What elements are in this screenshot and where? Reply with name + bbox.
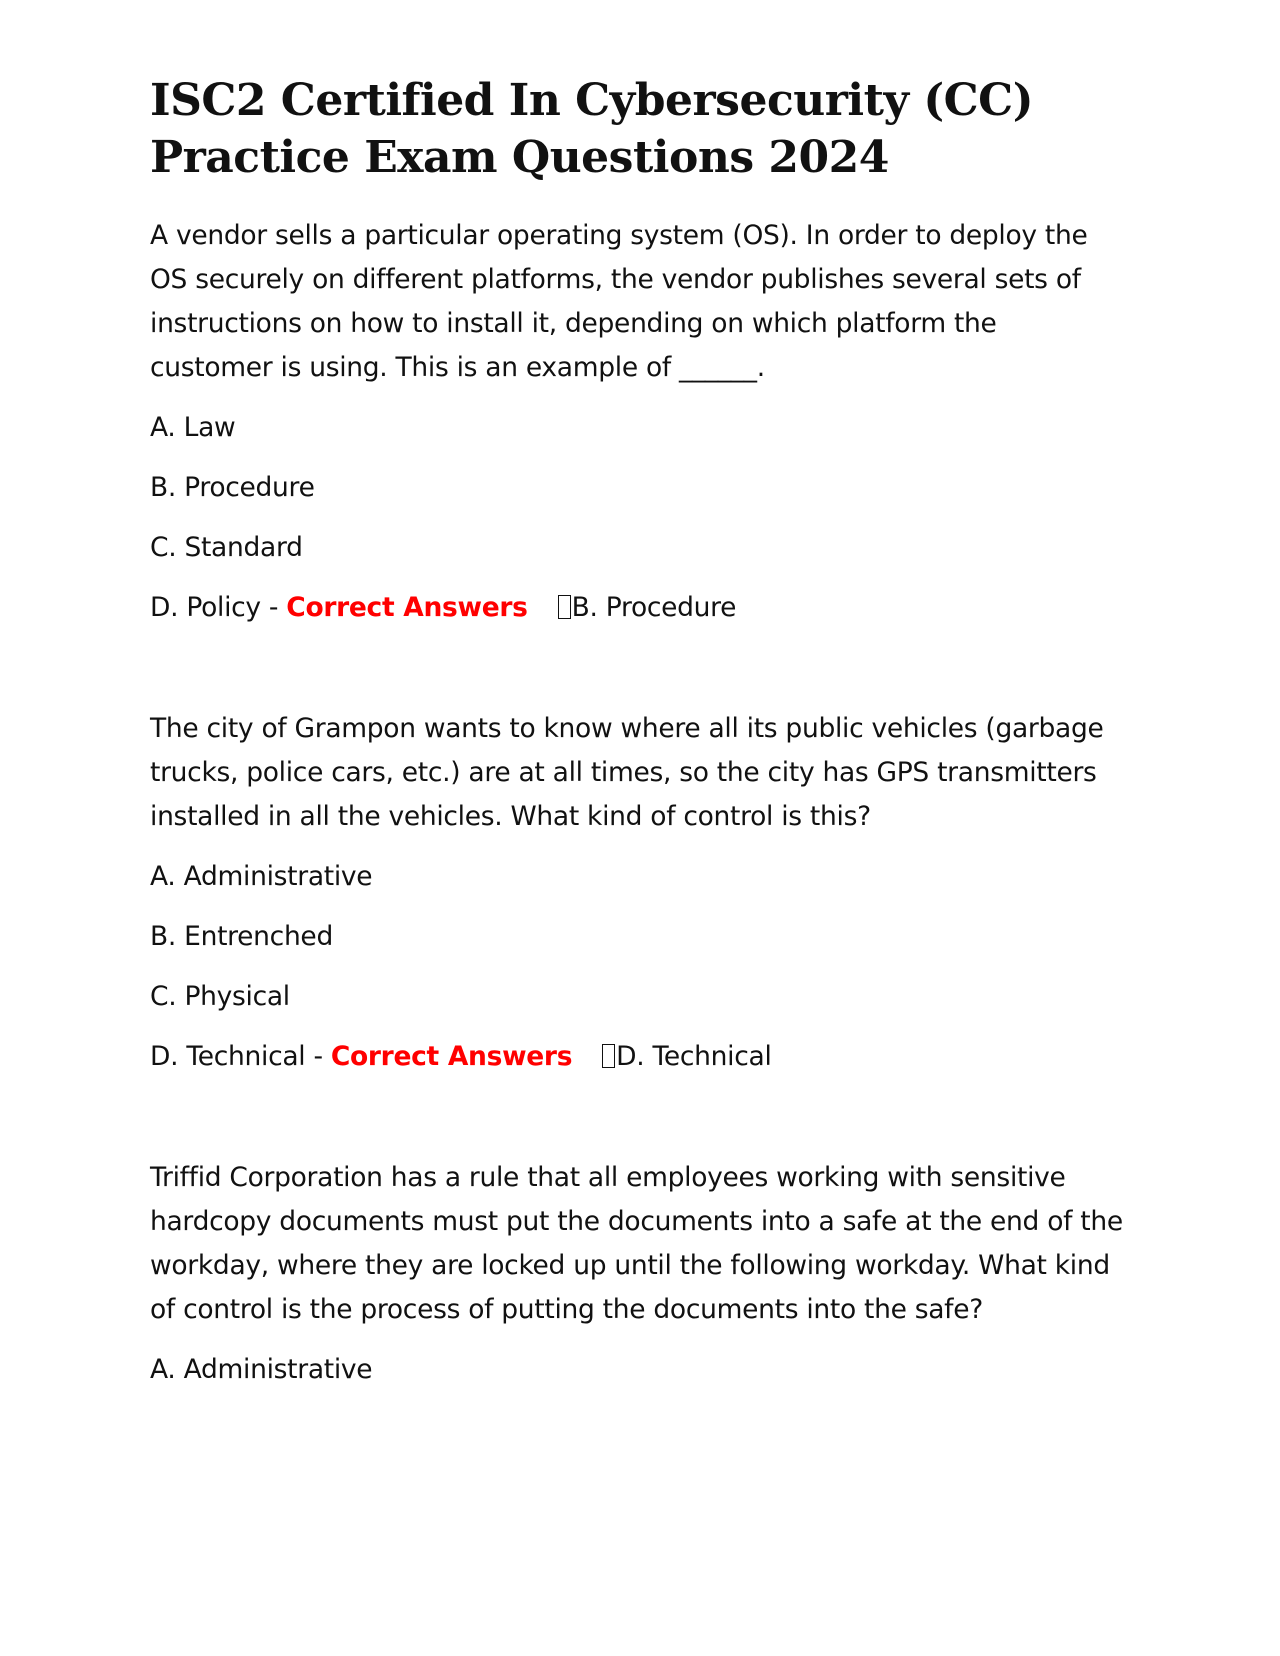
question-block-2: [150, 707, 1130, 1079]
checkbox-glyph-icon: [558, 595, 571, 619]
option-a: A. Administrative: [150, 861, 373, 892]
answer-line: [150, 1035, 1130, 1079]
option-a: A. Administrative: [150, 1354, 373, 1385]
checkbox-glyph-icon: [602, 1044, 615, 1068]
correct-answers-label: Correct Answers: [286, 592, 528, 623]
title-line-2: Practice Exam Questions 2024: [150, 132, 889, 183]
document-page: [150, 72, 1130, 1408]
correct-answer: B. Procedure: [571, 592, 737, 623]
option-b: B. Procedure: [150, 472, 315, 503]
option-c: C. Physical: [150, 981, 290, 1012]
question-text: A vendor sells a particular operating system (OS). In order to deploy the OS securely on different platforms, the vendor publishes several sets of instructions on how to install it, depending on which platform the customer is using. This is an example of ______.: [150, 220, 1088, 383]
correct-answer: D. Technical: [616, 1041, 772, 1072]
answer-line: [150, 586, 1130, 630]
option-d: D. Policy -: [150, 592, 287, 623]
question-text: Triffid Corporation has a rule that all employees working with sensitive hardcopy documents must put the documents into a safe at the end of the workday, where they are locked up until the following workday. What kind of control is the process of putting the documents into the safe?: [150, 1162, 1123, 1325]
page-title: [150, 72, 1130, 186]
option-a: A. Law: [150, 412, 236, 443]
option-d: D. Technical -: [150, 1041, 331, 1072]
correct-answers-label: Correct Answers: [330, 1041, 573, 1072]
option-c: C. Standard: [150, 532, 303, 563]
question-text: The city of Grampon wants to know where all its public vehicles (garbage trucks, police cars, etc.) are at all times, so the city has GPS transmitters installed in all the vehicles. What kind of control is this?: [150, 713, 1104, 832]
question-block-3: [150, 1156, 1130, 1392]
question-block-1: [150, 214, 1130, 630]
option-b: B. Entrenched: [150, 921, 333, 952]
title-line-1: ISC2 Certified In Cybersecurity (CC): [150, 75, 1034, 126]
